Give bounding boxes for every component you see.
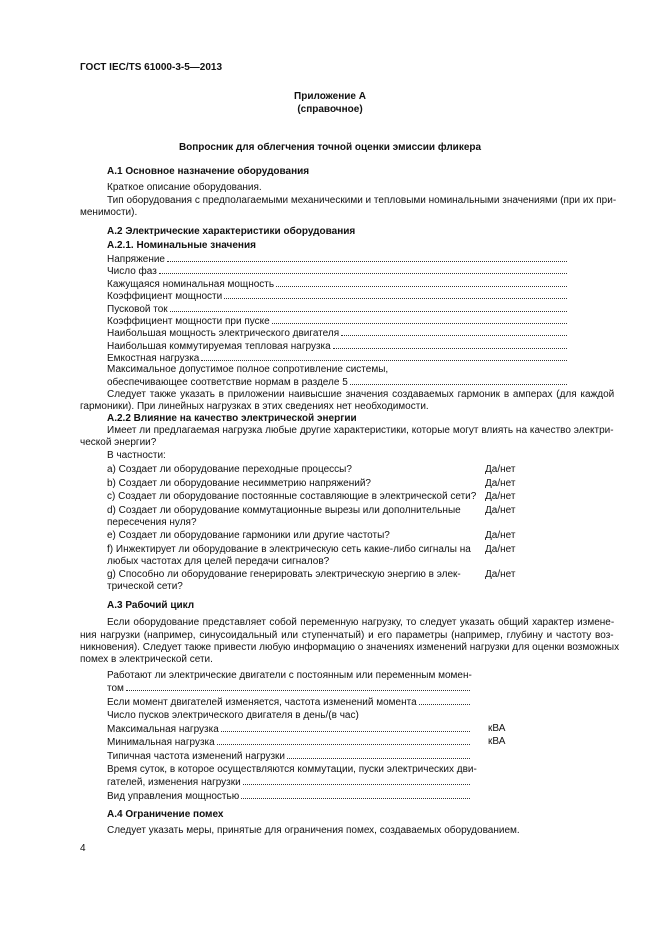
dotted-leader (217, 736, 470, 745)
question-text: b) Создает ли оборудование несимметрию напряжений? (107, 478, 371, 489)
dotted-leader (272, 315, 567, 324)
field-line: Время суток, в которое осуществляются коммутации, пуски электрических дви- (107, 764, 477, 775)
question-text: f) Инжектирует ли оборудование в электрическую сеть какие-либо сигналы на (107, 544, 471, 555)
field-line (107, 736, 470, 749)
question-row (107, 464, 515, 476)
field-label: Типичная частота изменений нагрузки (107, 751, 286, 762)
yes-no-answer: Да/нет (485, 569, 516, 580)
appendix-note: (справочное) (297, 104, 363, 115)
paragraph-line: Имеет ли предлагаемая нагрузка любые другие характеристики, которые могут влиять на качество электри- (107, 425, 614, 436)
paragraph-line: Следует также указать в приложении наивысшие значения создаваемых гармоник в амперах (для каждой (107, 389, 615, 400)
dotted-leader (333, 340, 567, 349)
field-label: Вид управления мощностью (107, 791, 240, 802)
field-line (107, 327, 567, 340)
field-line (107, 376, 567, 389)
field-label: Число фаз (107, 266, 157, 277)
field-line (107, 750, 470, 763)
field-line (107, 790, 470, 803)
field-line (107, 290, 567, 303)
standard-header: ГОСТ IEC/TS 61000-3-5—2013 (80, 62, 223, 73)
question-row (107, 517, 197, 529)
field-line: Число пусков электрического двигателя в день/(в час) (107, 710, 359, 721)
field-line (107, 682, 470, 695)
field-label: Наибольшая коммутируемая тепловая нагрузка (107, 341, 331, 352)
question-row (107, 569, 515, 581)
field-label: Минимальная нагрузка (107, 737, 215, 748)
paragraph-line: Следует указать меры, принятые для ограничения помех, создаваемых оборудованием. (107, 825, 520, 836)
yes-no-answer: Да/нет (485, 505, 516, 516)
field-label: Наибольшая мощность электрического двигателя (107, 328, 340, 339)
appendix-title: Приложение А (294, 91, 366, 102)
paragraph-line: ческой энергии? (80, 437, 157, 448)
dotted-leader (170, 303, 567, 312)
dotted-leader (287, 750, 470, 759)
dotted-leader (221, 723, 470, 732)
main-title: Вопросник для облегчения точной оценки эмиссии фликера (178, 142, 482, 153)
field-label: Коэффициент мощности (107, 291, 223, 302)
dotted-leader (350, 376, 567, 385)
question-row (107, 478, 515, 490)
page-number: 4 (80, 843, 86, 854)
field-line (107, 696, 470, 709)
field-line (107, 265, 567, 278)
dotted-leader (276, 278, 567, 287)
question-text: с) Создает ли оборудование постоянные составляющие в электрической сети? (107, 491, 477, 502)
section-heading: А.2 Электрические характеристики оборудования (107, 226, 356, 237)
field-label: Емкостная нагрузка (107, 353, 200, 364)
paragraph-line: ния нагрузки (например, синусоидальный или ступенчатый) и его параметры (например, глубину и частоту воз- (80, 630, 614, 641)
paragraph-line: помех в электрической сети. (80, 654, 213, 665)
question-text: пересечения нуля? (107, 517, 197, 528)
section-heading: А.4 Ограничение помех (107, 809, 224, 820)
field-label: Пусковой ток (107, 304, 168, 315)
question-text: трической сети? (107, 581, 183, 592)
field-line (107, 723, 470, 736)
yes-no-answer: Да/нет (485, 544, 516, 555)
subsection-heading: А.2.1. Номинальные значения (107, 240, 256, 251)
question-row (107, 544, 515, 556)
section-heading: А.1 Основное назначение оборудования (107, 166, 310, 177)
paragraph-line: Краткое описание оборудования. (107, 182, 262, 193)
dotted-leader (201, 352, 567, 361)
yes-no-answer: Да/нет (485, 491, 516, 502)
question-row (107, 530, 515, 542)
question-text: g) Способно ли оборудование генерировать электрическую энергию в элек- (107, 569, 461, 580)
subsection-heading: А.2.2 Влияние на качество электрической энергии (107, 413, 357, 424)
yes-no-answer: Да/нет (485, 530, 516, 541)
field-label: Максимальная нагрузка (107, 724, 219, 735)
dotted-leader (224, 290, 567, 299)
paragraph-line: Тип оборудования с предполагаемыми механическими и тепловыми номинальными значениями (при их при- (107, 195, 617, 206)
field-line (107, 776, 470, 789)
yes-no-answer: Да/нет (485, 478, 516, 489)
unit-label: кВА (488, 736, 506, 747)
question-row (107, 491, 515, 503)
question-row (107, 505, 515, 517)
paragraph-line: менимости). (80, 207, 138, 218)
field-line: Максимальное допустимое полное сопротивление системы, (107, 364, 389, 375)
field-label: том (107, 683, 124, 694)
question-text: е) Создает ли оборудование гармоники или другие частоты? (107, 530, 390, 541)
field-label: Если момент двигателей изменяется, частота изменений момента (107, 697, 417, 708)
dotted-leader (241, 790, 470, 799)
question-text: а) Создает ли оборудование переходные процессы? (107, 464, 352, 475)
dotted-leader (167, 253, 567, 262)
field-label: обеспечивающее соответствие нормам в разделе 5 (107, 377, 348, 388)
dotted-leader (126, 682, 470, 691)
yes-no-answer: Да/нет (485, 464, 516, 475)
dotted-leader (159, 265, 567, 274)
question-text: d) Создает ли оборудование коммутационные вырезы или дополнительные (107, 505, 461, 516)
paragraph-line: Если оборудование представляет собой переменную нагрузку, то следует указать общий характер измене- (107, 617, 615, 628)
paragraph-line: гармоники). При линейных нагрузках в этих сведениях нет необходимости. (80, 401, 429, 412)
field-label: гателей, изменения нагрузки (107, 777, 241, 788)
question-row (107, 556, 329, 568)
field-label: Напряжение (107, 254, 165, 265)
question-text: любых частотах для целей передачи сигналов? (107, 556, 330, 567)
field-line: Работают ли электрические двигатели с постоянным или переменным момен- (107, 670, 472, 681)
field-label: Кажущаяся номинальная мощность (107, 279, 275, 290)
dotted-leader (341, 327, 567, 336)
question-row (107, 581, 183, 593)
field-label: Коэффициент мощности при пуске (107, 316, 270, 327)
section-heading: А.3 Рабочий цикл (107, 600, 195, 611)
dotted-leader (419, 696, 470, 705)
paragraph-line: В частности: (107, 450, 166, 461)
dotted-leader (243, 776, 470, 785)
paragraph-line: никновения). Следует также привести любую информацию о значениях изменений нагрузки для оценки возможных (80, 642, 620, 653)
unit-label: кВА (488, 723, 506, 734)
